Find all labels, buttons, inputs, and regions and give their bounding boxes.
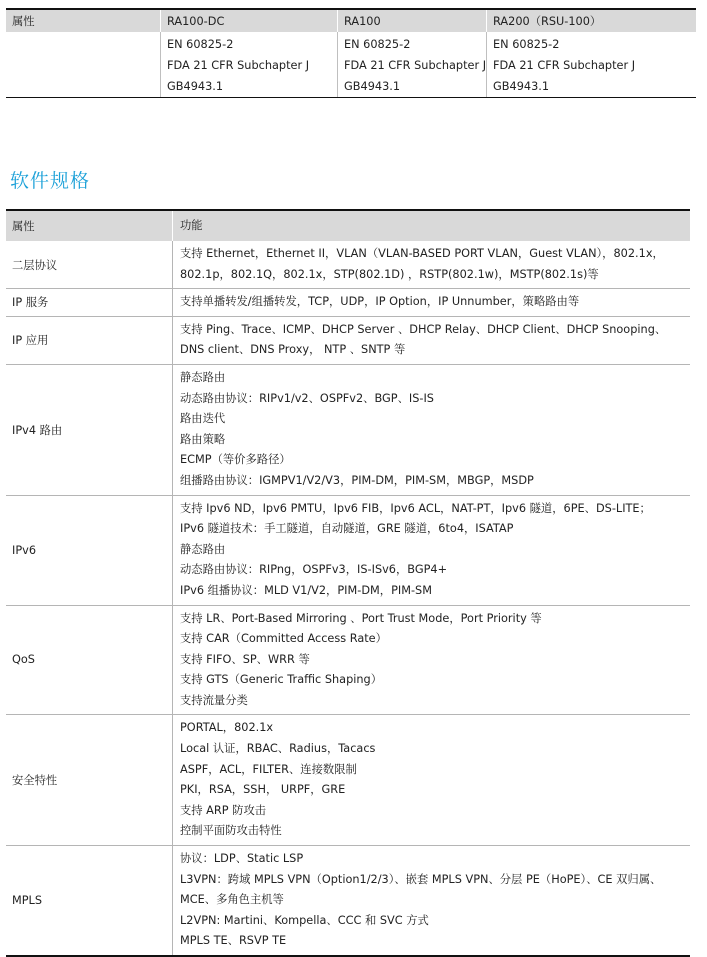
function-line: 支持 Ipv6 ND，Ipv6 PMTU，Ipv6 FIB，Ipv6 ACL，NAT-PT，Ipv6 隧道，6PE、DS-LITE； xyxy=(180,501,651,515)
function-line: 静态路由 xyxy=(180,370,226,384)
function-line: 支持 LR、Port-Based Mirroring 、Port Trust Mode，Port Priority 等 xyxy=(180,611,542,625)
cell-line: GB4943.1 xyxy=(344,80,401,93)
function-line: 支持 CAR（Committed Access Rate） xyxy=(180,632,387,646)
function-cell xyxy=(173,495,691,605)
cell-line: EN 60825-2 xyxy=(493,38,560,51)
cell-line: FDA 21 CFR Subchapter J xyxy=(493,59,636,72)
attribute-cell: MPLS xyxy=(6,846,173,956)
function-line: 控制平面防攻击特性 xyxy=(180,824,282,838)
function-cell xyxy=(173,316,691,364)
function-line: Local 认证，RBAC、Radius，Tacacs xyxy=(180,742,376,756)
function-line: 组播路由协议：IGMPV1/V2/V3，PIM-DM，PIM-SM，MBGP，MSDP xyxy=(180,473,534,487)
header-cell: RA100-DC xyxy=(161,9,338,32)
attribute-cell: 安全特性 xyxy=(6,715,173,846)
cell-line: FDA 21 CFR Subchapter J xyxy=(344,59,487,72)
function-cell xyxy=(173,715,691,846)
header-cell: RA100 xyxy=(338,9,487,32)
attribute-cell: IPv4 路由 xyxy=(6,364,173,495)
function-line: 路由策略 xyxy=(180,432,226,446)
attribute-cell: 二层协议 xyxy=(6,241,173,289)
header-cell: RA200（RSU-100） xyxy=(487,9,696,32)
table-row xyxy=(6,241,690,289)
attribute-cell: IPv6 xyxy=(6,495,173,605)
section-title: 软件规格 xyxy=(10,170,91,192)
table-row xyxy=(6,495,690,605)
function-line: IPv6 隧道技术：手工隧道，自动隧道，GRE 隧道，6to4，ISATAP xyxy=(180,522,514,536)
function-line: PORTAL，802.1x xyxy=(180,721,274,735)
table-cell xyxy=(161,32,338,98)
function-cell xyxy=(173,364,691,495)
table-row xyxy=(6,715,690,846)
table-row xyxy=(6,605,690,715)
function-line: 动态路由协议：RIPng，OSPFv3，IS-ISv6，BGP4+ xyxy=(180,563,448,577)
function-line: ECMP（等价多路径） xyxy=(180,453,291,467)
cell-line: GB4943.1 xyxy=(167,80,224,93)
cell-line: EN 60825-2 xyxy=(344,38,411,51)
header-cell: 属性 xyxy=(6,210,173,241)
function-line: 静态路由 xyxy=(180,542,226,556)
function-line: 支持 Ping、Trace、ICMP、DHCP Server 、DHCP Relay、DHCP Client、DHCP Snooping、DNS client、DNS Proxy， NTP 、SNTP 等 xyxy=(180,322,667,357)
row-header-cell xyxy=(6,32,161,98)
function-cell xyxy=(173,241,691,289)
function-line: IPv6 组播协议：MLD V1/V2，PIM-DM，PIM-SM xyxy=(180,583,432,597)
function-line: MPLS TE、RSVP TE xyxy=(180,934,287,948)
table-cell xyxy=(487,32,696,98)
attribute-cell: QoS xyxy=(6,605,173,715)
table-row xyxy=(6,32,696,98)
table-row xyxy=(6,846,690,956)
function-line: 支持 Ethernet，Ethernet II，VLAN（VLAN-BASED PORT VLAN，Guest VLAN），802.1x， 802.1p，802.1Q，802.1x，STP(802.1D) ，RSTP(802.1w)，MSTP(802.1s)等 xyxy=(180,247,664,281)
table-header-row xyxy=(6,210,690,241)
function-line: 支持流量分类 xyxy=(180,693,248,707)
software-spec-table xyxy=(6,209,690,957)
table-row xyxy=(6,364,690,495)
table-header-row xyxy=(6,9,696,32)
cell-line: FDA 21 CFR Subchapter J xyxy=(167,59,310,72)
header-cell: 功能 xyxy=(173,210,691,241)
function-line: 路由迭代 xyxy=(180,412,226,426)
hardware-spec-table xyxy=(6,8,696,98)
function-line: 协议：LDP、Static LSP xyxy=(180,852,304,866)
cell-line: GB4943.1 xyxy=(493,80,550,93)
attribute-cell: IP 应用 xyxy=(6,316,173,364)
function-line: 支持 GTS（Generic Traffic Shaping） xyxy=(180,673,383,687)
table-row xyxy=(6,289,690,317)
function-line: ASPF，ACL，FILTER、连接数限制 xyxy=(180,762,357,776)
function-line: 支持 FIFO、SP、WRR 等 xyxy=(180,652,310,666)
function-cell xyxy=(173,605,691,715)
table-cell xyxy=(338,32,487,98)
cell-line: EN 60825-2 xyxy=(167,38,234,51)
header-cell: 属性 xyxy=(6,9,161,32)
function-line: L2VPN: Martini、Kompella、CCC 和 SVC 方式 xyxy=(180,913,429,927)
function-line: 动态路由协议：RIPv1/v2、OSPFv2、BGP、IS-IS xyxy=(180,391,434,405)
function-cell xyxy=(173,289,691,317)
function-line: L3VPN：跨域 MPLS VPN（Option1/2/3）、嵌套 MPLS VPN、分层 PE（HoPE）、CE 双归属、MCE、多角色主机等 xyxy=(180,872,662,907)
attribute-cell: IP 服务 xyxy=(6,289,173,317)
function-line: 支持单播转发/组播转发，TCP，UDP，IP Option，IP Unnumber，策略路由等 xyxy=(180,295,580,309)
function-line: 支持 ARP 防攻击 xyxy=(180,803,267,817)
function-cell xyxy=(173,846,691,956)
table-row xyxy=(6,316,690,364)
function-line: PKI，RSA，SSH， URPF，GRE xyxy=(180,783,346,797)
